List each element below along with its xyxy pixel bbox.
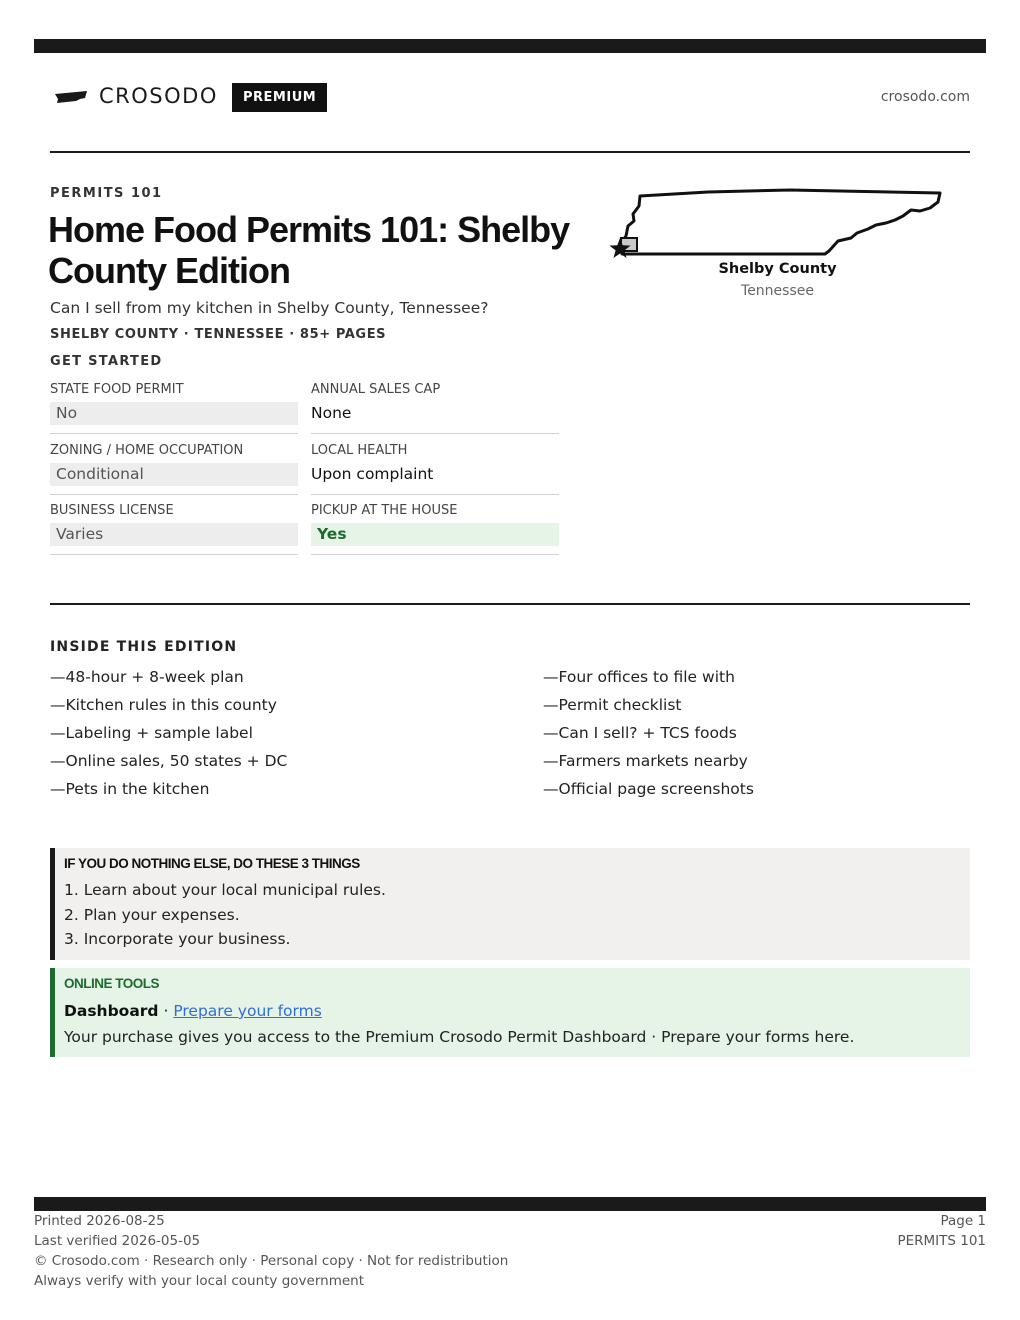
state-map: [600, 180, 950, 305]
header-divider: [50, 151, 970, 153]
field-label: BUSINESS LICENSE: [50, 503, 174, 518]
tool-description: Your purchase gives you access to the Premium Crosodo Permit Dashboard · Prepare your forms here.: [64, 1028, 855, 1046]
list-item: —Pets in the kitchen: [50, 780, 210, 798]
list-item: —Four offices to file with: [543, 668, 735, 686]
step-item: 2. Plan your expenses.: [64, 905, 240, 924]
page-title: Home Food Permits 101: Shelby County Edition: [48, 209, 570, 291]
map-state-label: Tennessee: [741, 283, 814, 299]
field-pickup: [311, 503, 559, 555]
top-bar: [34, 39, 986, 53]
field-value: Yes: [311, 523, 559, 546]
tennessee-outline-icon: [600, 180, 950, 264]
tool-line: [64, 998, 970, 1024]
field-value: None: [311, 404, 352, 422]
field-state-food-permit: [50, 382, 298, 434]
copyright: © Crosodo.com · Research only · Personal copy · Not for redistribution: [34, 1253, 509, 1269]
field-zoning: [50, 443, 298, 495]
list-item: —Permit checklist: [543, 696, 682, 714]
field-value: No: [50, 402, 298, 425]
field-label: ZONING / HOME OCCUPATION: [50, 443, 244, 458]
list-item: —48-hour + 8-week plan: [50, 668, 244, 686]
page-subtitle: Can I sell from my kitchen in Shelby County, Tennessee?: [50, 299, 489, 317]
must-do-callout: [50, 848, 970, 960]
list-item: —Official page screenshots: [543, 780, 754, 798]
list-item: —Can I sell? + TCS foods: [543, 724, 737, 742]
callout-title: ONLINE TOOLS: [64, 976, 160, 991]
verified-date: Last verified 2026-05-05: [34, 1233, 201, 1249]
footer-left: [34, 1211, 508, 1291]
field-value: Varies: [50, 523, 298, 546]
step-item: 3. Incorporate your business.: [64, 930, 291, 948]
field-label: ANNUAL SALES CAP: [311, 382, 441, 397]
inside-edition-heading: INSIDE THIS EDITION: [50, 639, 238, 655]
footer-right: [897, 1211, 986, 1251]
separator: ·: [158, 1002, 174, 1020]
list-item: —Online sales, 50 states + DC: [50, 752, 288, 770]
bottom-bar: [34, 1197, 986, 1211]
brand-name[interactable]: CROSODO: [99, 84, 218, 108]
premium-badge: PREMIUM: [232, 83, 327, 112]
edition-meta: SHELBY COUNTY · TENNESSEE · 85+ PAGES: [50, 327, 387, 342]
field-label: PICKUP AT THE HOUSE: [311, 503, 458, 518]
contents-list-left: [50, 666, 287, 806]
header: [50, 80, 970, 114]
field-label: STATE FOOD PERMIT: [50, 382, 184, 397]
page-number: Page 1: [940, 1213, 986, 1229]
field-label: LOCAL HEALTH: [311, 443, 408, 458]
dashboard-label: Dashboard: [64, 1002, 159, 1020]
field-business-license: [50, 503, 298, 555]
list-item: —Kitchen rules in this county: [50, 696, 277, 714]
footer-section: PERMITS 101: [897, 1233, 986, 1249]
printed-date: Printed 2026-08-25: [34, 1213, 165, 1229]
field-local-health: [311, 443, 559, 495]
step-item: 1. Learn about your local municipal rules.: [64, 881, 386, 899]
field-value: Upon complaint: [311, 465, 434, 483]
callout-title: IF YOU DO NOTHING ELSE, DO THESE 3 THINGS: [64, 856, 360, 871]
site-url[interactable]: crosodo.com: [880, 89, 970, 105]
disclaimer: Always verify with your local county government: [34, 1273, 364, 1289]
list-item: —Labeling + sample label: [50, 724, 253, 742]
field-value: Conditional: [50, 463, 298, 486]
tennessee-logo-icon: [54, 89, 88, 108]
get-started-heading: GET STARTED: [50, 354, 163, 369]
prepare-forms-link[interactable]: Prepare your forms: [173, 1002, 322, 1020]
online-tools-callout: [50, 968, 970, 1057]
field-annual-sales-cap: [311, 382, 559, 434]
list-item: —Farmers markets nearby: [543, 752, 748, 770]
map-county-label: Shelby County: [718, 261, 837, 277]
section-kicker: PERMITS 101: [50, 186, 163, 201]
contents-list-right: [543, 666, 754, 806]
section-divider: [50, 603, 970, 605]
